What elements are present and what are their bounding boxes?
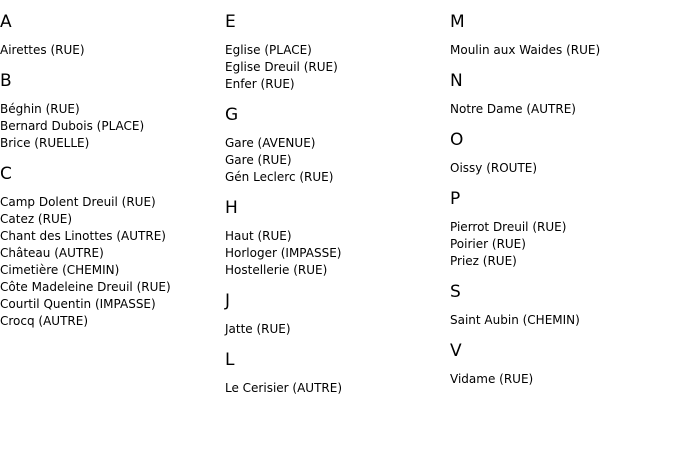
street-list (450, 42, 675, 59)
letter-group-o (450, 130, 675, 177)
letter-group-b (0, 71, 225, 152)
letter-group-g (225, 105, 450, 186)
street-link[interactable]: Eglise Dreuil (RUE) (225, 60, 338, 74)
street-link[interactable]: Horloger (IMPASSE) (225, 246, 342, 260)
street-list (225, 42, 450, 93)
street-list (0, 194, 225, 330)
letter-heading: P (450, 189, 461, 209)
street-link[interactable]: Chant des Linottes (AUTRE) (0, 229, 166, 243)
letter-group-c (0, 164, 225, 330)
letter-heading: L (225, 350, 235, 370)
letter-group-l (225, 350, 450, 397)
letter-heading: H (225, 198, 238, 218)
street-list (450, 219, 675, 270)
street-link[interactable]: Côte Madeleine Dreuil (RUE) (0, 280, 171, 294)
column-1 (0, 0, 225, 330)
street-link[interactable]: Gare (RUE) (225, 153, 292, 167)
street-link[interactable]: Brice (RUELLE) (0, 136, 90, 150)
street-link[interactable]: Oissy (ROUTE) (450, 161, 538, 175)
letter-group-e (225, 12, 450, 93)
street-list (0, 42, 225, 59)
letter-heading: B (0, 71, 12, 91)
street-list (225, 380, 450, 397)
letter-heading: A (0, 12, 12, 32)
letter-heading: O (450, 130, 464, 150)
street-list (450, 371, 675, 388)
column-2 (225, 0, 450, 397)
street-list (225, 135, 450, 186)
street-list (0, 101, 225, 152)
street-link[interactable]: Courtil Quentin (IMPASSE) (0, 297, 156, 311)
street-link[interactable]: Bernard Dubois (PLACE) (0, 119, 145, 133)
street-link[interactable]: Béghin (RUE) (0, 102, 80, 116)
street-link[interactable]: Cimetière (CHEMIN) (0, 263, 120, 277)
letter-heading: V (450, 341, 462, 361)
street-link[interactable]: Enfer (RUE) (225, 77, 295, 91)
letter-group-a (0, 12, 225, 59)
street-link[interactable]: Haut (RUE) (225, 229, 292, 243)
street-link[interactable]: Pierrot Dreuil (RUE) (450, 220, 567, 234)
street-link[interactable]: Camp Dolent Dreuil (RUE) (0, 195, 156, 209)
letter-heading: E (225, 12, 236, 32)
letter-group-n (450, 71, 675, 118)
letter-group-m (450, 12, 675, 59)
street-link[interactable]: Vidame (RUE) (450, 372, 534, 386)
letter-heading: J (225, 291, 231, 311)
street-link[interactable]: Gare (AVENUE) (225, 136, 316, 150)
letter-heading: S (450, 282, 461, 302)
street-link[interactable]: Jatte (RUE) (225, 322, 291, 336)
street-link[interactable]: Hostellerie (RUE) (225, 263, 328, 277)
column-3 (450, 0, 675, 388)
letter-heading: C (0, 164, 12, 184)
street-link[interactable]: Catez (RUE) (0, 212, 72, 226)
street-link[interactable]: Poirier (RUE) (450, 237, 526, 251)
street-list (225, 228, 450, 279)
letter-heading: N (450, 71, 463, 91)
street-list (225, 321, 450, 338)
street-link[interactable]: Eglise (PLACE) (225, 43, 312, 57)
street-link[interactable]: Crocq (AUTRE) (0, 314, 89, 328)
street-link[interactable]: Saint Aubin (CHEMIN) (450, 313, 580, 327)
letter-heading: G (225, 105, 239, 125)
street-link[interactable]: Airettes (RUE) (0, 43, 85, 57)
street-link[interactable]: Priez (RUE) (450, 254, 517, 268)
street-list (450, 312, 675, 329)
street-link[interactable]: Notre Dame (AUTRE) (450, 102, 576, 116)
street-list (450, 160, 675, 177)
letter-heading: M (450, 12, 465, 32)
street-list (450, 101, 675, 118)
letter-group-v (450, 341, 675, 388)
street-link[interactable]: Le Cerisier (AUTRE) (225, 381, 343, 395)
street-link[interactable]: Château (AUTRE) (0, 246, 104, 260)
letter-group-s (450, 282, 675, 329)
street-link[interactable]: Gén Leclerc (RUE) (225, 170, 334, 184)
street-link[interactable]: Moulin aux Waides (RUE) (450, 43, 601, 57)
letter-group-h (225, 198, 450, 279)
letter-group-j (225, 291, 450, 338)
letter-group-p (450, 189, 675, 270)
